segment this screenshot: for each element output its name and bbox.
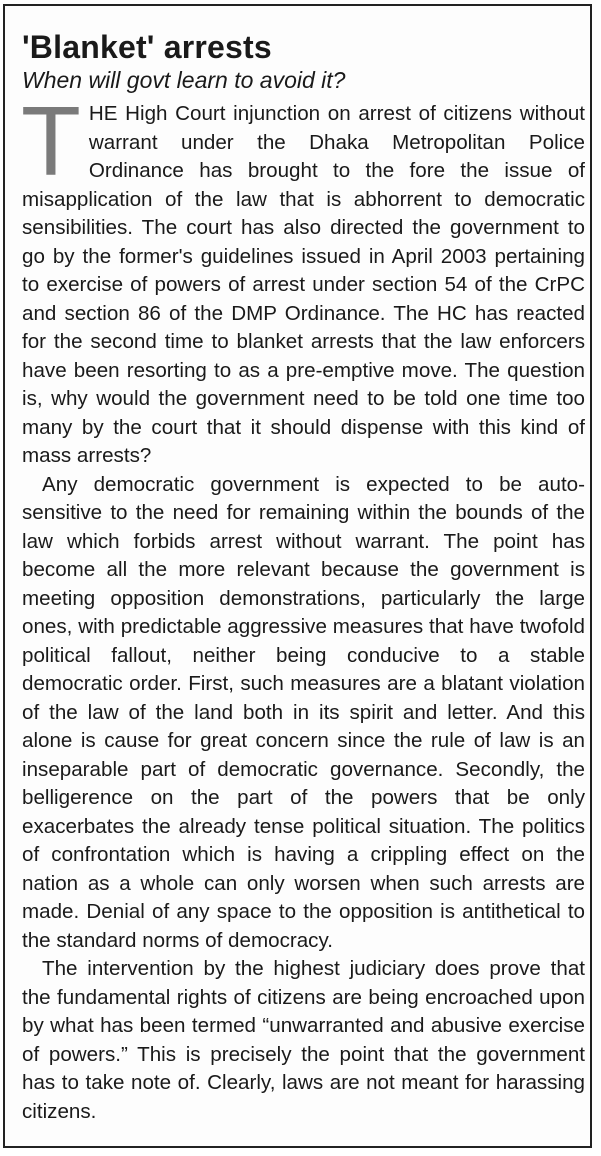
article-body [21, 86, 585, 1126]
headline: 'Blanket' arrests [22, 29, 272, 65]
article-frame [3, 4, 592, 1148]
article [22, 28, 585, 1126]
paragraph-3: The intervention by the highest judiciary does prove that the fundamental rights of citizens are being encroached upon by what has been termed “unwarranted and abusive exercise of powers.” This is precisely the point that the government has to take note of. Clearly, laws are not meant for harassing citizens. [22, 957, 585, 1123]
drop-cap: T [21, 86, 81, 196]
paragraph-1 [21, 86, 585, 471]
paragraph-1-text: HE High Court injunction on arrest of citizens without warrant under the Dhaka Metropolitan Police Ordinance has brought to the fore the issue of misapplication of the law that is abhorrent to democratic sensibilities. The court has also directed the government to go by the former's guidelines issued in April 2003 pertaining to exercise of powers of arrest under section 54 of the CrPC and section 86 of the DMP Ordinance. The HC has reacted for the second time to blanket arrests that the law enforcers have been resorting to as a pre-emptive move. The question is, why would the government need to be told one time too many by the court that it should dispense with this kind of mass arrests? [22, 102, 585, 467]
subheadline: When will govt learn to avoid it? [22, 67, 346, 93]
paragraph-2: Any democratic government is expected to be auto-sensitive to the need for remaining within the bounds of the law which forbids arrest without warrant. The point has become all the more relevant because the government is meeting opposition demonstrations, particularly the large ones, with predictable aggressive measures that have twofold political fallout, neither being conducive to a stable democratic order. First, such measures are a blatant violation of the law of the land both in its spirit and letter. And this alone is cause for great concern since the rule of law is an inseparable part of democratic governance. Secondly, the belligerence on the part of the powers that be only exacerbates the already tense political situation. The politics of confrontation which is having a crippling effect on the nation as a whole can only worsen when such arrests are made. Denial of any space to the opposition is antithetical to the standard norms of democracy. [22, 472, 585, 952]
